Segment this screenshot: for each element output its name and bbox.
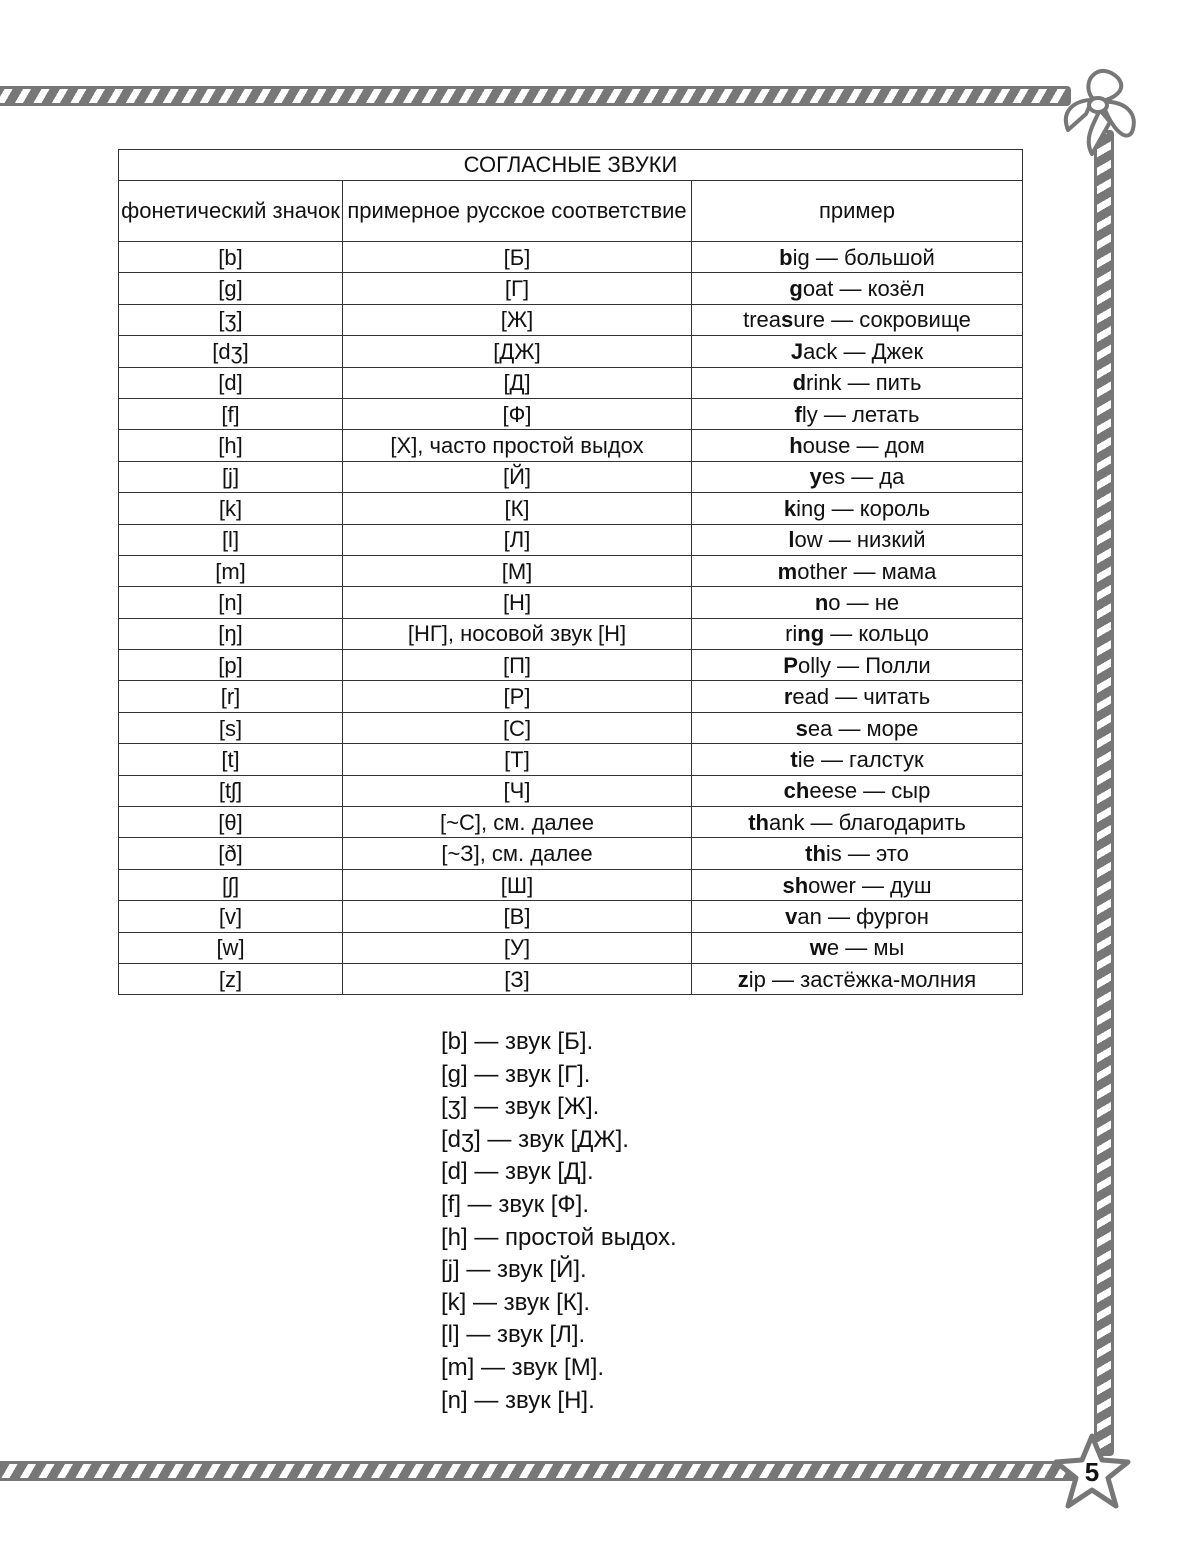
example xyxy=(692,775,1023,806)
russian-equivalent: [Б] xyxy=(343,242,692,273)
bow-icon xyxy=(1040,60,1150,160)
example xyxy=(692,430,1023,461)
example xyxy=(692,932,1023,963)
page-number: 5 xyxy=(1084,1456,1100,1487)
russian-equivalent: [Д] xyxy=(343,367,692,398)
russian-equivalent: [Ш] xyxy=(343,869,692,900)
example-highlight: P xyxy=(783,652,798,678)
example xyxy=(692,336,1023,367)
example-highlight: b xyxy=(779,244,793,270)
example-highlight: J xyxy=(790,338,804,364)
example xyxy=(692,398,1023,429)
table-body xyxy=(119,242,1023,995)
example-rest: ower — душ xyxy=(808,872,932,898)
example-highlight: ch xyxy=(783,778,810,804)
example xyxy=(692,304,1023,335)
phonetic-symbol: [θ] xyxy=(119,807,343,838)
example-highlight: h xyxy=(789,433,803,459)
example-rest: ly — летать xyxy=(801,401,920,427)
example-highlight: d xyxy=(792,370,807,396)
example-highlight: m xyxy=(777,558,798,584)
note-line: [n] — звук [Н]. xyxy=(441,1386,595,1414)
russian-equivalent: [Ж] xyxy=(343,304,692,335)
russian-equivalent: [НГ], носовой звук [Н] xyxy=(343,618,692,649)
table-row xyxy=(119,430,1023,461)
phonetic-symbol: [dʒ] xyxy=(119,336,343,367)
phonetic-symbol: [n] xyxy=(119,587,343,618)
table-row xyxy=(119,932,1023,963)
example xyxy=(692,524,1023,555)
note-line: [ʒ] — звук [Ж]. xyxy=(441,1093,600,1121)
phonetic-symbol: [ʒ] xyxy=(119,304,343,335)
example-pre: ri xyxy=(785,621,798,647)
example-highlight: n xyxy=(814,589,829,615)
russian-equivalent: [Г] xyxy=(343,273,692,304)
note-line: [l] — звук [Л]. xyxy=(441,1321,586,1349)
example-rest: o — не xyxy=(828,589,900,615)
example xyxy=(692,273,1023,304)
table-row xyxy=(119,807,1023,838)
phonetic-symbol: [v] xyxy=(119,901,343,932)
note-line: [h] — простой выдох. xyxy=(441,1223,677,1251)
note-line: [j] — звук [Й]. xyxy=(441,1256,587,1284)
example-highlight: y xyxy=(809,464,822,490)
phonetic-symbol: [tʃ] xyxy=(119,775,343,806)
example-highlight: sh xyxy=(782,872,809,898)
russian-equivalent: [~З], см. далее xyxy=(343,838,692,869)
example-highlight: r xyxy=(783,684,793,710)
phonetic-symbol: [k] xyxy=(119,493,343,524)
example-rest: ure — сокровище xyxy=(793,307,971,333)
table-row xyxy=(119,901,1023,932)
note-line: [k] — звук [К]. xyxy=(441,1288,591,1316)
example-rest: es — да xyxy=(821,464,905,490)
phonetic-symbol: [h] xyxy=(119,430,343,461)
example xyxy=(692,963,1023,994)
example xyxy=(692,587,1023,618)
example-rest: — кольцо xyxy=(824,621,929,647)
note-line: [f] — звук [Ф]. xyxy=(441,1190,589,1218)
consonants-table xyxy=(118,149,1023,995)
table-row xyxy=(119,775,1023,806)
russian-equivalent: [К] xyxy=(343,493,692,524)
example-highlight: z xyxy=(737,966,749,992)
table-row xyxy=(119,524,1023,555)
example-rest: ow — низкий xyxy=(794,527,926,553)
example-rest: eese — сыр xyxy=(809,778,931,804)
russian-equivalent: [Н] xyxy=(343,587,692,618)
phonetic-symbol: [b] xyxy=(119,242,343,273)
table-row xyxy=(119,650,1023,681)
russian-equivalent: [Р] xyxy=(343,681,692,712)
example xyxy=(692,901,1023,932)
example xyxy=(692,461,1023,492)
phonetic-symbol: [m] xyxy=(119,555,343,586)
russian-equivalent: [Л] xyxy=(343,524,692,555)
example-rest: other — мама xyxy=(797,558,937,584)
example xyxy=(692,367,1023,398)
table-row xyxy=(119,712,1023,743)
note-line: [d] — звук [Д]. xyxy=(441,1158,594,1186)
rope-border-right xyxy=(1094,130,1114,1456)
table-row xyxy=(119,367,1023,398)
example-pre: trea xyxy=(743,307,781,333)
russian-equivalent: [М] xyxy=(343,555,692,586)
note-line: [dʒ] — звук [ДЖ]. xyxy=(441,1125,629,1153)
example-highlight: l xyxy=(788,527,795,553)
example-rest: rink — пить xyxy=(806,370,922,396)
table-row xyxy=(119,273,1023,304)
example xyxy=(692,744,1023,775)
example-rest: ead — читать xyxy=(792,684,931,710)
table-row xyxy=(119,336,1023,367)
russian-equivalent: [~С], см. далее xyxy=(343,807,692,838)
example xyxy=(692,493,1023,524)
table-row xyxy=(119,869,1023,900)
note-line: [m] — звук [М]. xyxy=(441,1353,605,1381)
example-highlight: th xyxy=(748,809,769,835)
example-highlight: ng xyxy=(797,621,825,647)
example-rest: ank — благодарить xyxy=(768,809,966,835)
russian-equivalent: [Й] xyxy=(343,461,692,492)
phonetic-symbol: [p] xyxy=(119,650,343,681)
phonetic-symbol: [d] xyxy=(119,367,343,398)
example xyxy=(692,869,1023,900)
example-highlight: w xyxy=(809,935,827,961)
table-row xyxy=(119,304,1023,335)
notes-list xyxy=(441,1026,677,1417)
column-header-russian: примерное русское соответствие xyxy=(343,181,692,242)
phonetic-symbol: [s] xyxy=(119,712,343,743)
example-highlight: k xyxy=(783,495,797,521)
example-highlight: g xyxy=(789,276,803,302)
table-row xyxy=(119,398,1023,429)
table-row xyxy=(119,493,1023,524)
example-rest: ing — король xyxy=(796,495,931,521)
example-rest: ouse — дом xyxy=(802,433,925,459)
rope-border-bottom xyxy=(0,1461,1076,1481)
example-rest: ack — Джек xyxy=(803,338,924,364)
russian-equivalent: [С] xyxy=(343,712,692,743)
phonetic-symbol: [w] xyxy=(119,932,343,963)
phonetic-symbol: [l] xyxy=(119,524,343,555)
russian-equivalent: [З] xyxy=(343,963,692,994)
example xyxy=(692,838,1023,869)
example-highlight: th xyxy=(805,841,826,867)
phonetic-symbol: [ŋ] xyxy=(119,618,343,649)
table-row xyxy=(119,461,1023,492)
russian-equivalent: [ДЖ] xyxy=(343,336,692,367)
note-line: [b] — звук [Б]. xyxy=(441,1028,594,1055)
example-rest: ip — застёжка-молния xyxy=(748,966,977,992)
phonetic-symbol: [t] xyxy=(119,744,343,775)
phonetic-symbol: [r] xyxy=(119,681,343,712)
example xyxy=(692,555,1023,586)
note-line: [g] — звук [Г]. xyxy=(441,1060,591,1088)
example xyxy=(692,807,1023,838)
example-rest: olly — Полли xyxy=(797,652,931,678)
example-rest: an — фургон xyxy=(797,903,929,929)
table-row xyxy=(119,242,1023,273)
table-title: СОГЛАСНЫЕ ЗВУКИ xyxy=(119,150,1023,181)
example xyxy=(692,650,1023,681)
table-row xyxy=(119,587,1023,618)
table-row xyxy=(119,963,1023,994)
russian-equivalent: [В] xyxy=(343,901,692,932)
column-header-symbol: фонетический значок xyxy=(119,181,343,242)
example xyxy=(692,712,1023,743)
table-row xyxy=(119,618,1023,649)
phonetic-symbol: [f] xyxy=(119,398,343,429)
phonetic-symbol: [ð] xyxy=(119,838,343,869)
phonetic-symbol: [j] xyxy=(119,461,343,492)
russian-equivalent: [Ф] xyxy=(343,398,692,429)
example-highlight: s xyxy=(795,715,808,741)
russian-equivalent: [Х], часто простой выдох xyxy=(343,430,692,461)
example-rest: ig — большой xyxy=(792,244,935,270)
example-highlight: s xyxy=(781,307,794,333)
example-highlight: f xyxy=(794,401,802,427)
rope-border-top xyxy=(0,86,1071,106)
russian-equivalent: [Т] xyxy=(343,744,692,775)
example-rest: ie — галстук xyxy=(797,746,924,772)
example xyxy=(692,681,1023,712)
column-header-example: пример xyxy=(692,181,1023,242)
example-highlight: t xyxy=(790,746,798,772)
russian-equivalent: [П] xyxy=(343,650,692,681)
example-rest: e — мы xyxy=(826,935,905,961)
table-row xyxy=(119,744,1023,775)
phonetic-symbol: [z] xyxy=(119,963,343,994)
example-rest: ea — море xyxy=(807,715,919,741)
russian-equivalent: [Ч] xyxy=(343,775,692,806)
table-row xyxy=(119,681,1023,712)
example-rest: oat — козёл xyxy=(802,276,925,302)
phonetic-symbol: [ʃ] xyxy=(119,869,343,900)
example-rest: is — это xyxy=(825,841,909,867)
table-row xyxy=(119,555,1023,586)
phonetic-symbol: [g] xyxy=(119,273,343,304)
example xyxy=(692,242,1023,273)
russian-equivalent: [У] xyxy=(343,932,692,963)
example-highlight: v xyxy=(785,903,798,929)
example xyxy=(692,618,1023,649)
table-row xyxy=(119,838,1023,869)
